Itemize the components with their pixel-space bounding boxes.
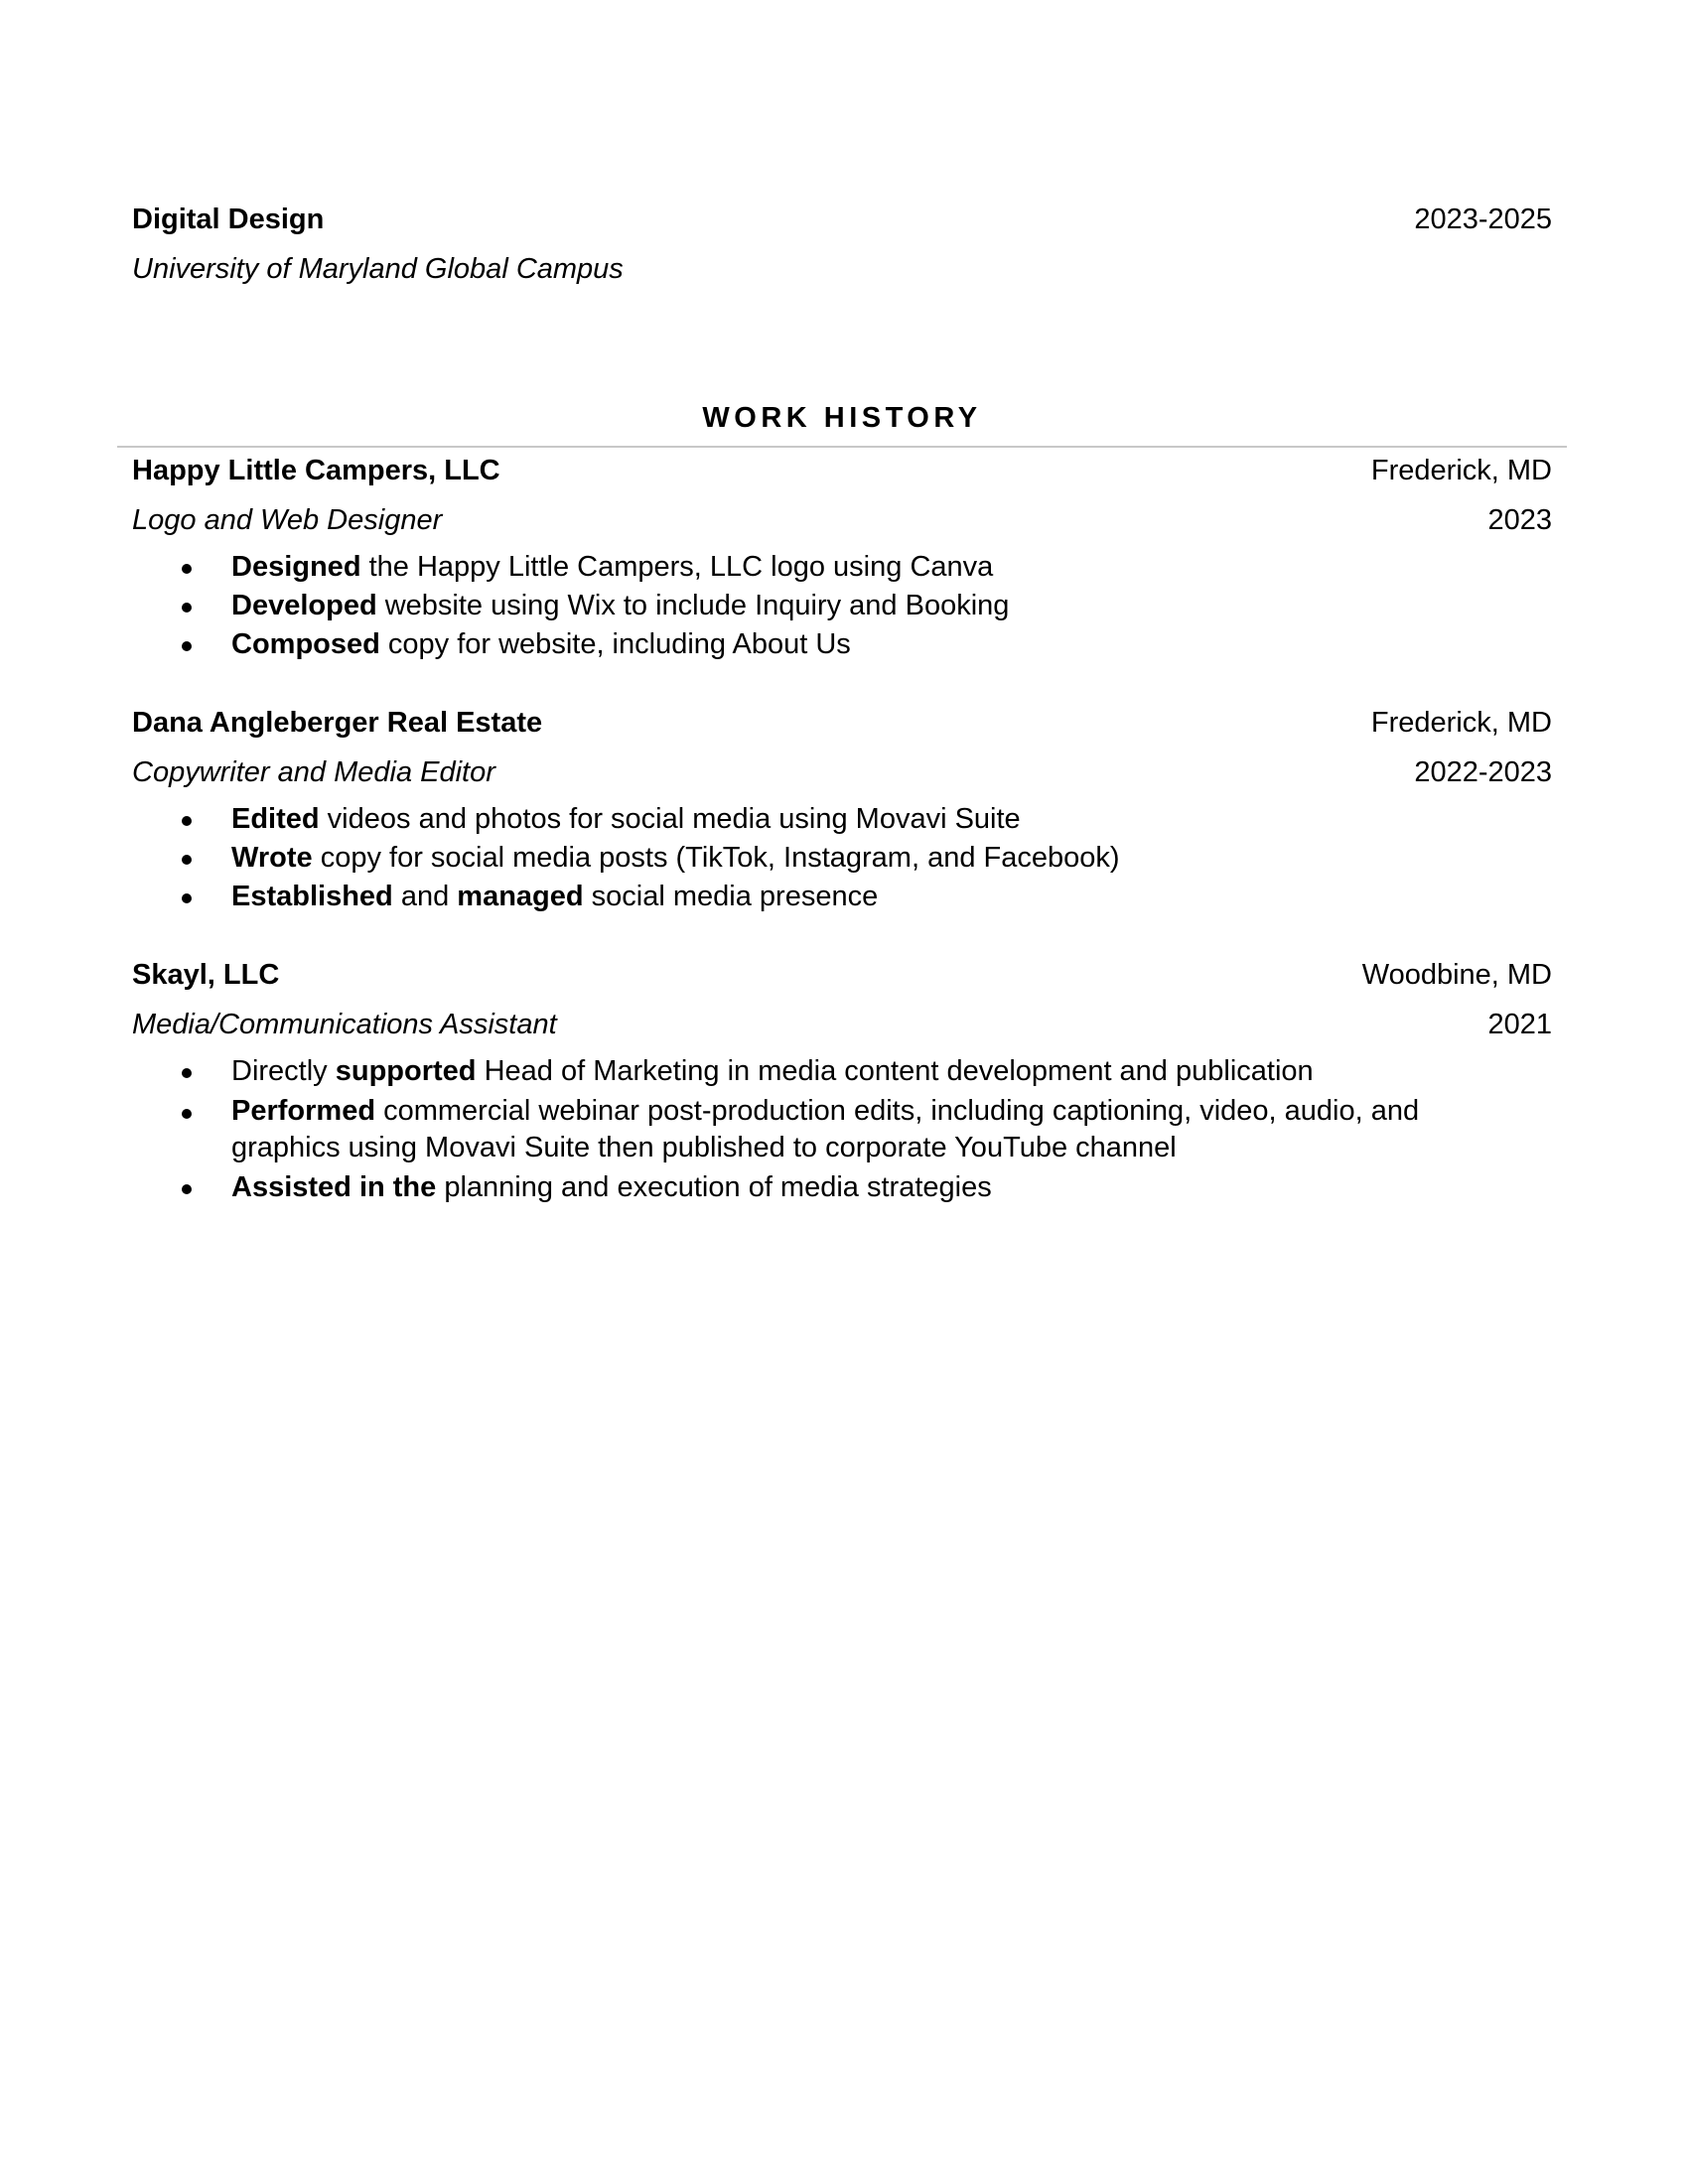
education-years: 2023-2025 <box>1414 204 1552 235</box>
job-bullet-item <box>179 1093 1519 1166</box>
job-header <box>132 957 1552 993</box>
section-title-work-history: WORK HISTORY <box>702 402 982 434</box>
job-role: Media/Communications Assistant <box>132 1009 557 1040</box>
job-header <box>132 453 1552 488</box>
education-school-row <box>132 251 1552 287</box>
bullet-text: Head of Marketing in media content development and publication <box>476 1055 1314 1087</box>
bullet-text: copy for website, including About Us <box>379 628 851 660</box>
job-role: Copywriter and Media Editor <box>132 756 495 788</box>
job-bullet-item <box>179 1168 1519 1207</box>
job-bullets <box>179 800 1519 916</box>
bullet-bold-text: Composed <box>231 628 380 660</box>
bullet-bold-text: Assisted in the <box>231 1171 437 1203</box>
bullet-text: commercial webinar post-production edits, including captioning, video, audio, and graphics using Movavi Suite then published to corporate YouTube channel <box>231 1095 1420 1163</box>
job-bullets <box>179 1052 1519 1207</box>
job-bullet-item <box>179 800 1519 839</box>
job-location: Frederick, MD <box>1370 455 1552 486</box>
job-role-row <box>132 754 1552 790</box>
job-location: Frederick, MD <box>1370 707 1552 739</box>
job-company: Skayl, LLC <box>132 959 280 991</box>
bullet-bold-text: Designed <box>231 551 361 583</box>
education-header <box>132 202 1552 237</box>
bullet-text: and <box>392 881 458 912</box>
section-divider <box>117 446 1567 448</box>
job-bullet-item <box>179 878 1519 916</box>
job-role-row <box>132 1007 1552 1042</box>
job-years: 2022-2023 <box>1414 756 1552 788</box>
bullet-bold-text: Wrote <box>231 842 313 874</box>
bullet-bold-text: Developed <box>231 590 377 621</box>
bullet-text: social media presence <box>583 881 879 912</box>
school-name: University of Maryland Global Campus <box>132 253 624 285</box>
job-bullet-item <box>179 587 1519 625</box>
bullet-text: copy for social media posts (TikTok, Instagram, and Facebook) <box>312 842 1120 874</box>
bullet-bold-text: managed <box>457 881 584 912</box>
job-bullet-item <box>179 1052 1519 1091</box>
job-years: 2023 <box>1487 504 1552 536</box>
bullet-text: videos and photos for social media using Movavi Suite <box>319 803 1021 835</box>
bullet-text: the Happy Little Campers, LLC logo using Canva <box>360 551 994 583</box>
job-bullet-item <box>179 548 1519 587</box>
job-bullet-item <box>179 839 1519 878</box>
job-bullet-item <box>179 625 1519 664</box>
job-years: 2021 <box>1487 1009 1552 1040</box>
bullet-text: planning and execution of media strategies <box>436 1171 992 1203</box>
job-company: Happy Little Campers, LLC <box>132 455 500 486</box>
bullet-bold-text: supported <box>335 1055 477 1087</box>
job-role: Logo and Web Designer <box>132 504 443 536</box>
job-bullets <box>179 548 1519 664</box>
bullet-bold-text: Edited <box>231 803 320 835</box>
degree-title: Digital Design <box>132 204 325 235</box>
job-role-row <box>132 502 1552 538</box>
bullet-bold-text: Performed <box>231 1095 376 1127</box>
bullet-text: Directly <box>231 1055 336 1087</box>
bullet-text: website using Wix to include Inquiry and Booking <box>376 590 1010 621</box>
bullet-bold-text: Established <box>231 881 393 912</box>
job-location: Woodbine, MD <box>1361 959 1552 991</box>
job-header <box>132 705 1552 741</box>
job-company: Dana Angleberger Real Estate <box>132 707 543 739</box>
